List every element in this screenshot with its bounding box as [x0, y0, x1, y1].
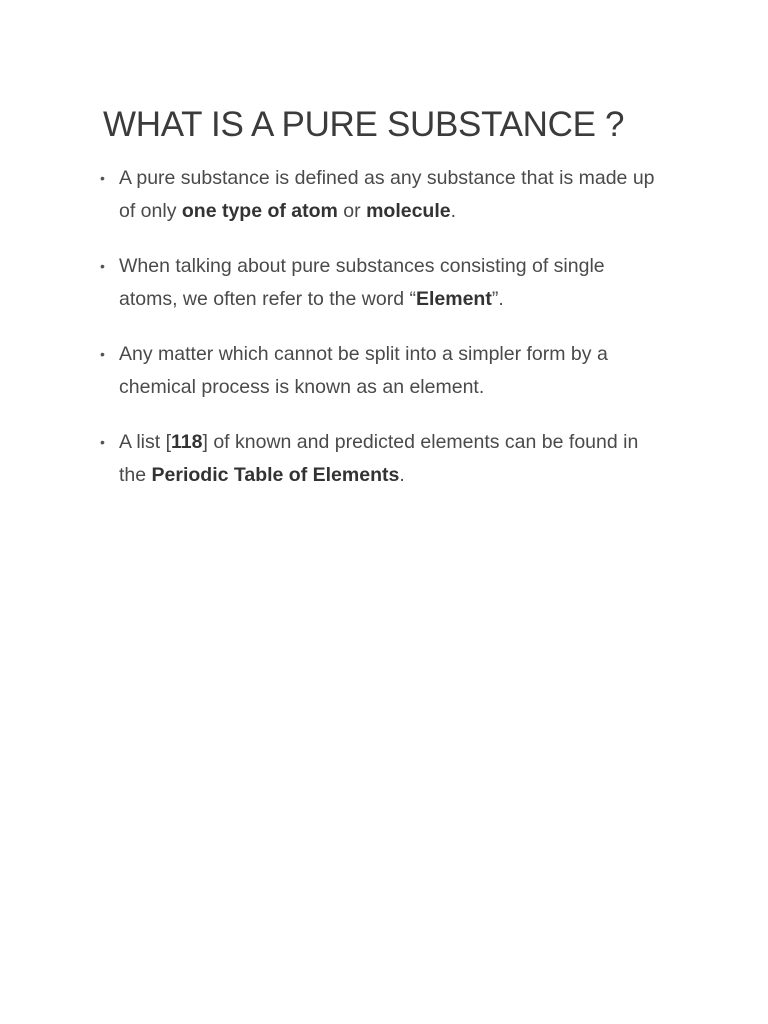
bold-text-segment: one type of atom [181, 200, 338, 222]
bullet-dot-icon: • [100, 346, 105, 362]
bullet-text [119, 255, 605, 310]
bullet-item [98, 250, 658, 316]
text-segment: A list [ [119, 431, 172, 453]
text-segment: When talking about pure substances consisting of single atoms, we often refer to the word “ [119, 255, 605, 310]
bullet-dot-icon: • [100, 258, 105, 274]
text-segment: Any matter which cannot be split into a simpler form by a chemical process is known as an element. [119, 343, 608, 398]
text-segment: A pure substance is defined as any substance that is made up of only [119, 167, 655, 222]
bullet-list [98, 162, 658, 514]
bold-text-segment: Periodic Table of Elements [151, 464, 400, 486]
text-segment: ”. [491, 288, 504, 310]
bullet-text [119, 431, 638, 486]
bullet-item [98, 162, 658, 228]
text-segment: ] of known and predicted elements can be found in the [119, 431, 639, 486]
text-segment: . [399, 464, 405, 486]
bullet-dot-icon: • [100, 434, 105, 450]
text-segment: . [450, 200, 457, 222]
bullet-item [98, 338, 658, 404]
bold-text-segment: Element [415, 288, 492, 310]
bold-text-segment: 118 [171, 431, 203, 453]
text-segment: or [337, 200, 367, 222]
bullet-text [119, 343, 608, 398]
bold-text-segment: molecule [366, 200, 451, 222]
slide-title: WHAT IS A PURE SUBSTANCE ? [103, 105, 625, 144]
bullet-text [119, 167, 655, 222]
bullet-item [98, 426, 658, 492]
bullet-dot-icon: • [100, 170, 105, 186]
